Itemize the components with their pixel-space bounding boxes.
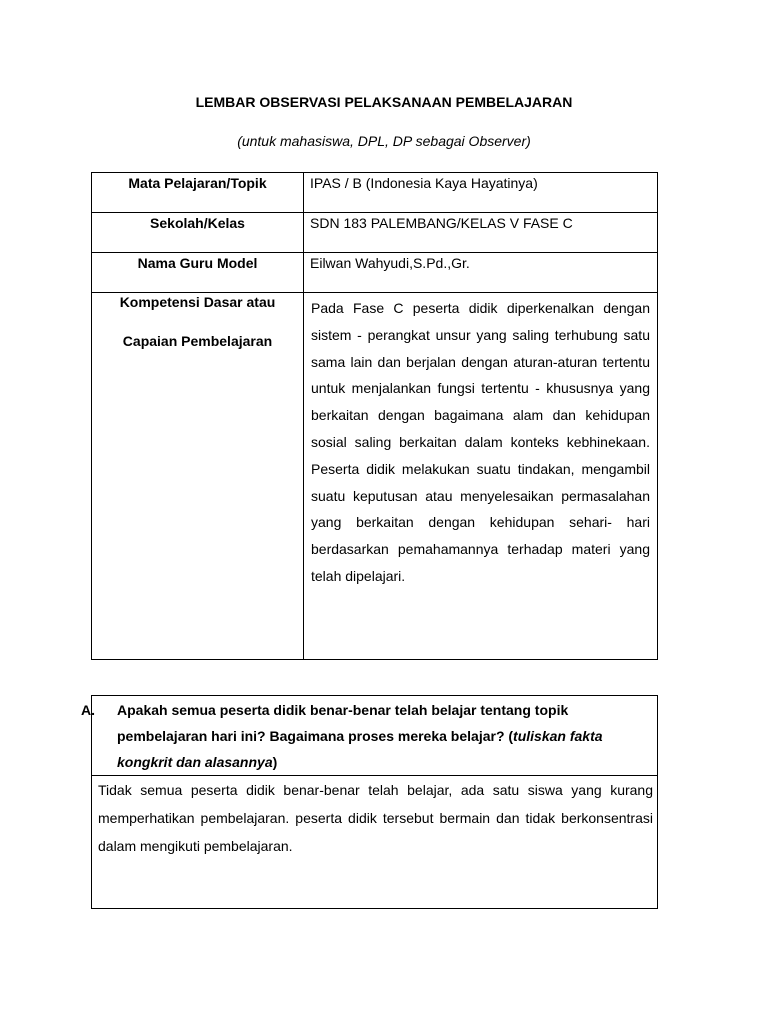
table-row xyxy=(92,293,658,660)
question-cell xyxy=(81,696,658,776)
subject-value: IPAS / B (Indonesia Kaya Hayatinya) xyxy=(304,173,658,213)
question-text-italic: tuliskan fakta kongkrit dan alasannya xyxy=(117,728,603,770)
competency-value-cell xyxy=(304,293,658,660)
question-letter: A. xyxy=(81,702,95,718)
school-class-label: Sekolah/Kelas xyxy=(92,213,304,253)
observation-info-table xyxy=(91,172,658,660)
page-subtitle: (untuk mahasiswa, DPL, DP sebagai Observer) xyxy=(237,133,531,149)
question-text-close: ) xyxy=(272,754,278,770)
table-row xyxy=(92,213,658,253)
answer-text: Tidak semua peserta didik benar-benar telah belajar, ada satu siswa yang kurang memperhatikan pembelajaran. peserta didik tersebut bermain dan tidak berkonsentrasi dalam mengikuti pembelajaran. xyxy=(92,776,658,909)
table-row xyxy=(92,696,658,776)
question-table xyxy=(81,695,658,909)
teacher-name-value: Eilwan Wahyudi,S.Pd.,Gr. xyxy=(304,253,658,293)
page-title: LEMBAR OBSERVASI PELAKSANAAN PEMBELAJARAN xyxy=(195,94,573,110)
competency-value: Pada Fase C peserta didik diperkenalkan dengan sistem - perangkat unsur yang saling terhubung satu sama lain dan berjalan dengan aturan-aturan tertentu untuk menjalankan fungsi tertentu - khususnya yang berkaitan dengan bagaimana alam dan kehidupan sosial saling berkaitan dalam konteks kebhinekaan. Peserta didik melakukan suatu tindakan, mengambil suatu keputusan atau menyelesaikan permasalahan yang berkaitan dengan kehidupan sehari- hari berdasarkan pemahamannya terhadap materi yang telah dipelajari. xyxy=(311,300,650,584)
teacher-name-label: Nama Guru Model xyxy=(92,253,304,293)
competency-label-line1: Kompetensi Dasar atau xyxy=(119,294,276,310)
competency-label xyxy=(92,293,304,660)
table-row xyxy=(92,776,658,909)
subject-label: Mata Pelajaran/Topik xyxy=(92,173,304,213)
table-row xyxy=(92,173,658,213)
question-text: Apakah semua peserta didik benar-benar telah belajar tentang topik pembelajaran hari ini? Bagaimana proses mereka belajar? ( xyxy=(117,702,569,744)
school-class-value: SDN 183 PALEMBANG/KELAS V FASE C xyxy=(304,213,658,253)
competency-label-line2: Capaian Pembelajaran xyxy=(122,333,273,349)
